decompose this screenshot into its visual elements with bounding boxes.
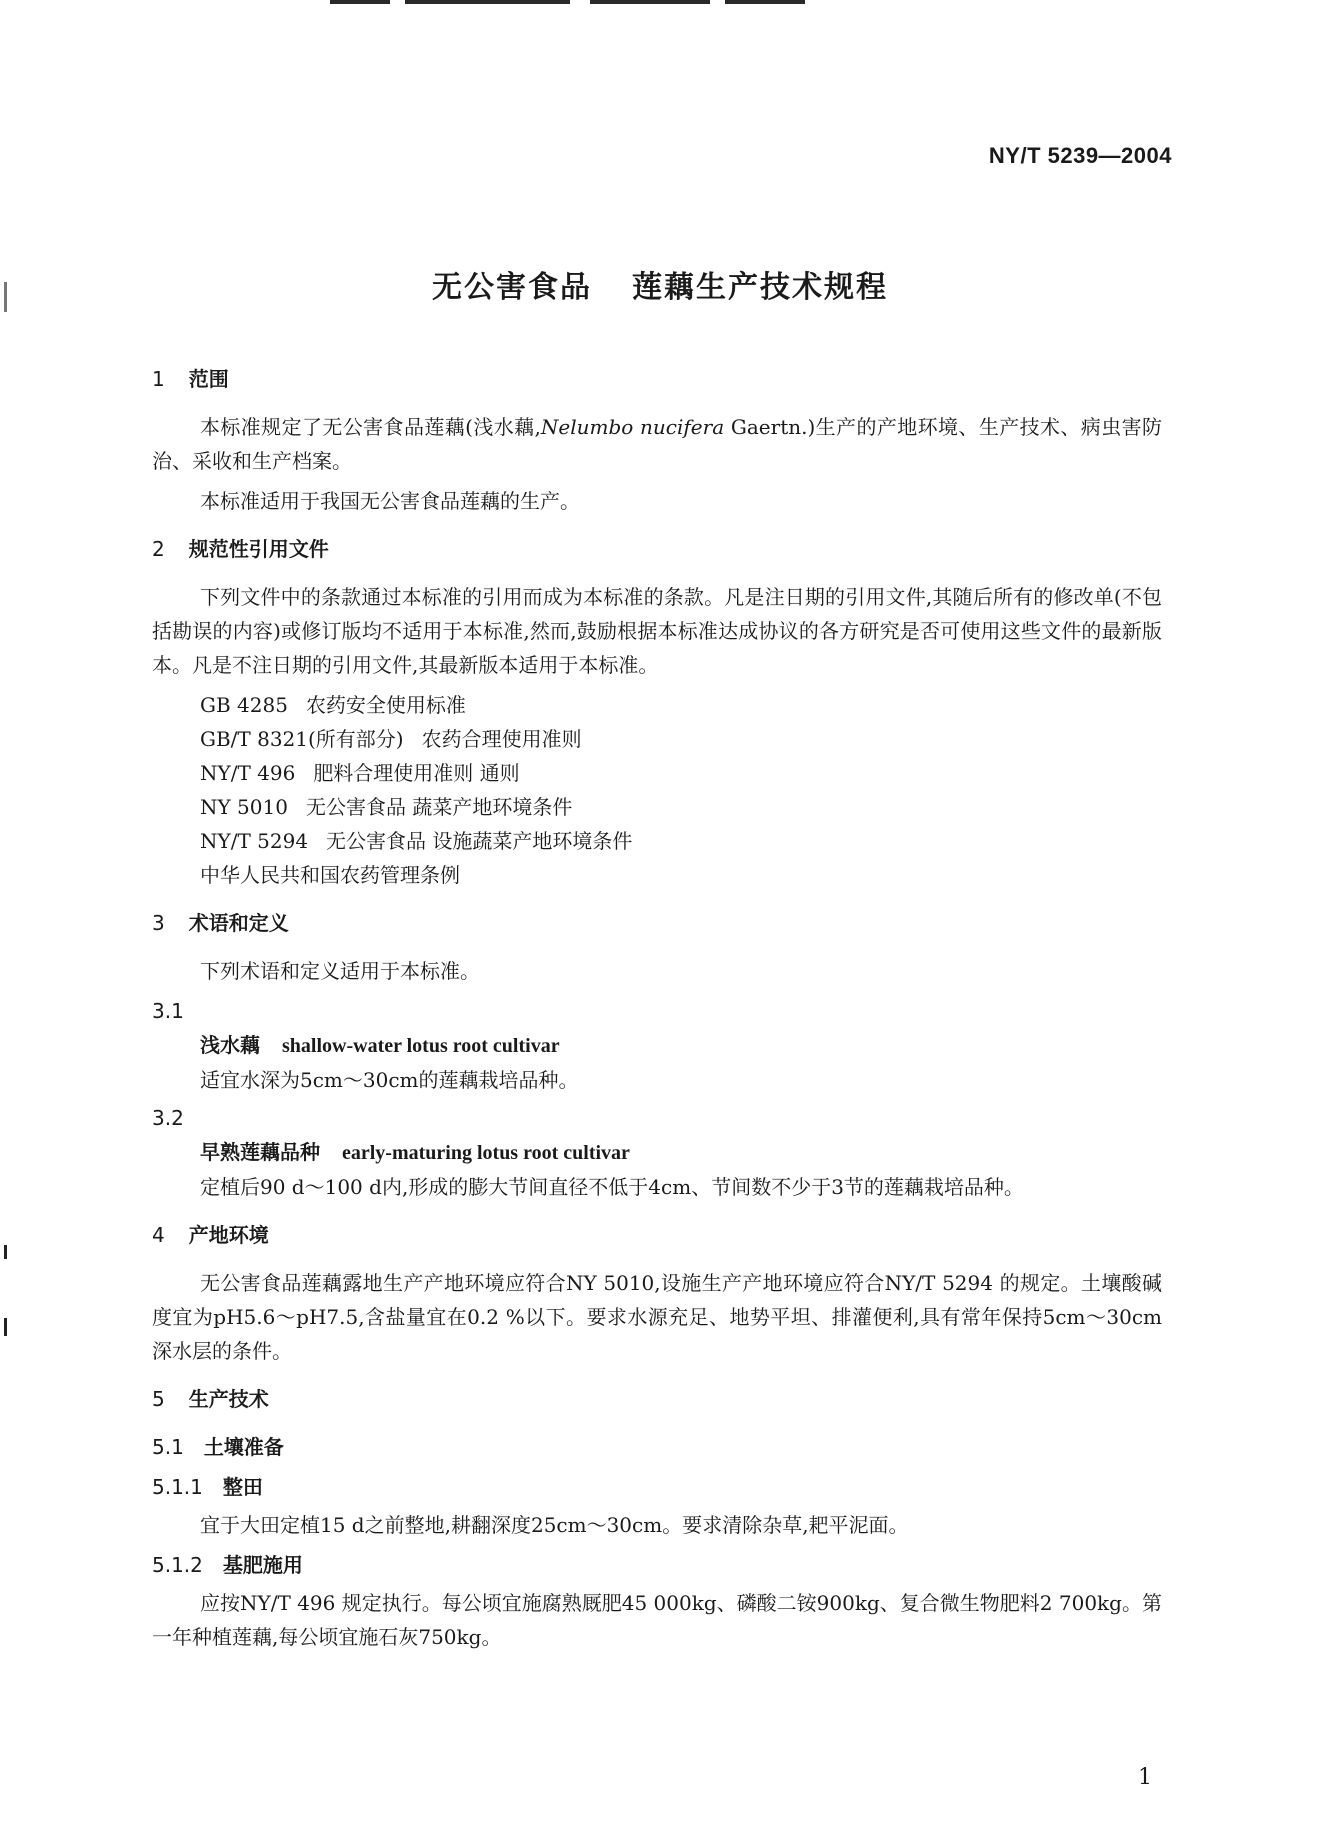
section-heading: 3 术语和定义 — [152, 911, 289, 935]
term-name: 早熟莲藕品种 early-maturing lotus root cultivar — [200, 1140, 630, 1164]
term-number: 3.2 — [152, 1106, 184, 1130]
latin-name: Nelumbo nucifera — [540, 415, 725, 439]
title-part-1: 无公害食品 — [432, 270, 592, 305]
section-heading: 1 范围 — [152, 367, 229, 391]
reference-item: NY/T 5294 无公害食品 设施蔬菜产地环境条件 — [200, 829, 633, 853]
paragraph: 宜于大田定植15 d之前整地,耕翻深度25cm～30cm。要求清除杂草,耙平泥面。 — [200, 1513, 909, 1537]
scan-artifact — [405, 0, 570, 4]
reference-item: 中华人民共和国农药管理条例 — [200, 863, 460, 887]
reference-item: GB 4285 农药安全使用标准 — [200, 693, 466, 717]
scan-artifact — [330, 0, 390, 4]
scan-artifact — [725, 0, 805, 4]
document-title — [0, 262, 1320, 306]
standard-code: NY/T 5239—2004 — [988, 143, 1172, 168]
section-heading: 2 规范性引用文件 — [152, 537, 329, 561]
term-number: 3.1 — [152, 999, 184, 1023]
paragraph: 下列文件中的条款通过本标准的引用而成为本标准的条款。凡是注日期的引用文件,其随后所有的修改单(不包括勘误的内容)或修订版均不适用于本标准,然而,鼓励根据本标准达成协议的各方研究是否可使用这些文件的最新版本。凡是不注日期的引用文件,其最新版本适用于本标准。 — [152, 585, 1162, 677]
subsection-heading: 5.1 土壤准备 — [152, 1435, 284, 1459]
page-number: 1 — [1138, 1765, 1152, 1790]
scan-artifact — [590, 0, 710, 4]
section-heading: 5 生产技术 — [152, 1387, 269, 1411]
section-heading: 4 产地环境 — [152, 1223, 269, 1247]
paragraph: 无公害食品莲藕露地生产产地环境应符合NY 5010,设施生产产地环境应符合NY/T 5294 的规定。土壤酸碱度宜为pH5.6～pH7.5,含盐量宜在0.2 %以下。要求水源充足、地势平坦、排灌便利,具有常年保持5cm～30cm深水层的条件。 — [152, 1271, 1162, 1363]
scan-artifact — [4, 1245, 7, 1259]
reference-item: NY/T 496 肥料合理使用准则 通则 — [200, 761, 520, 785]
title-part-2: 莲藕生产技术规程 — [632, 270, 888, 305]
subsection-heading: 5.1.1 整田 — [152, 1475, 263, 1499]
document-body — [152, 362, 1162, 1660]
paragraph: 下列术语和定义适用于本标准。 — [200, 959, 480, 983]
paragraph: 本标准适用于我国无公害食品莲藕的生产。 — [200, 489, 580, 513]
paragraph: 应按NY/T 496 规定执行。每公顷宜施腐熟厩肥45 000kg、磷酸二铵900kg、复合微生物肥料2 700kg。第一年种植莲藕,每公顷宜施石灰750kg。 — [152, 1591, 1162, 1649]
term-definition: 定植后90 d～100 d内,形成的膨大节间直径不低于4cm、节间数不少于3节的莲藕栽培品种。 — [200, 1175, 1024, 1199]
reference-item: NY 5010 无公害食品 蔬菜产地环境条件 — [200, 795, 573, 819]
paragraph: 本标准规定了无公害食品莲藕(浅水藕,Nelumbo nucifera Gaertn.)生产的产地环境、生产技术、病虫害防治、采收和生产档案。 — [152, 415, 1162, 473]
subsection-heading: 5.1.2 基肥施用 — [152, 1553, 303, 1577]
term-definition: 适宜水深为5cm～30cm的莲藕栽培品种。 — [200, 1068, 579, 1092]
term-name: 浅水藕 shallow-water lotus root cultivar — [200, 1033, 560, 1057]
reference-item: GB/T 8321(所有部分) 农药合理使用准则 — [200, 727, 582, 751]
scan-artifact — [4, 1318, 7, 1336]
